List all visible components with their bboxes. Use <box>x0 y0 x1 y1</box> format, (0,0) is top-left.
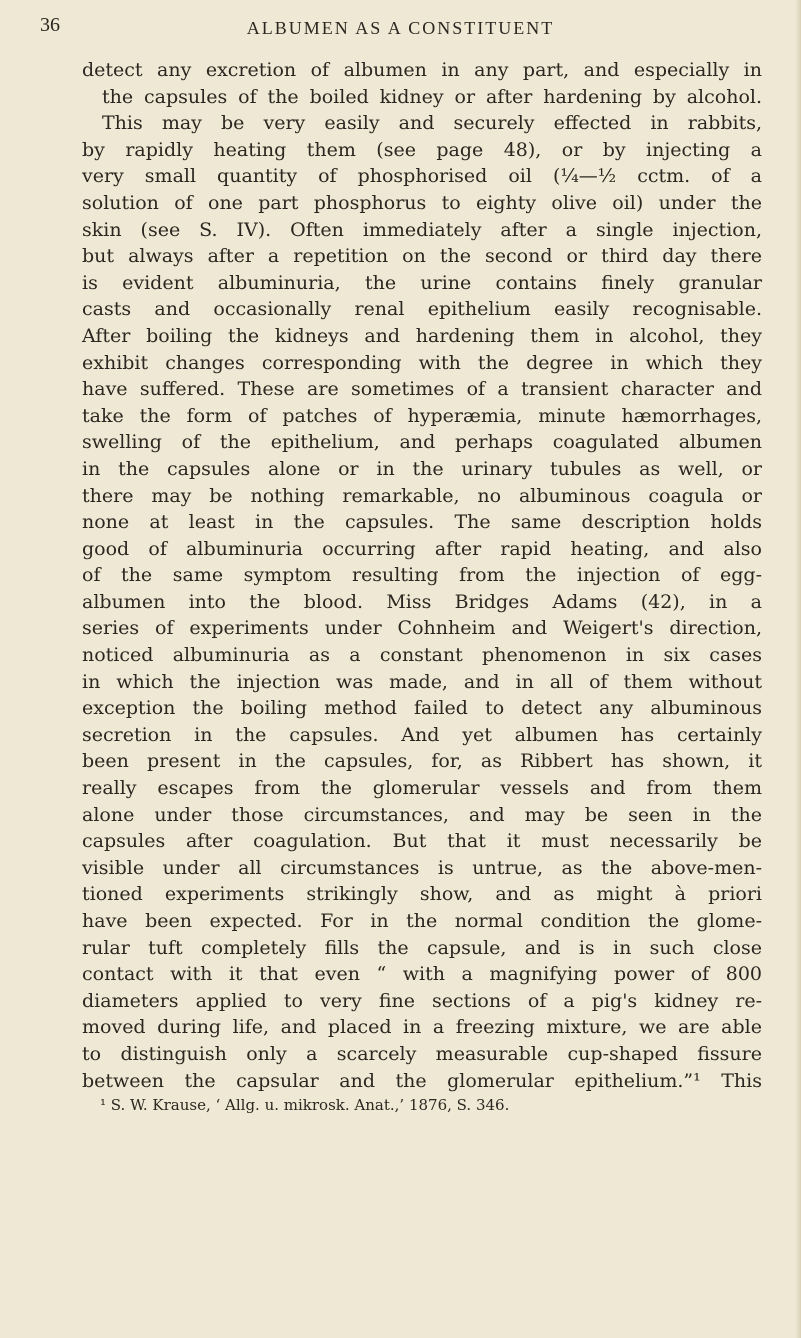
text-line: been present in the capsules, for, as Ribbert has shown, it <box>82 750 762 773</box>
running-title: ALBUMEN AS A CONSTITUENT <box>246 18 555 38</box>
text-line: alone under those circumstances, and may be seen in the <box>82 803 762 826</box>
text-line: have been expected. For in the normal condition the glome- <box>82 910 762 932</box>
text-line: rular tuft completely fills the capsule, and is in such close <box>82 936 762 959</box>
text-line: noticed albuminuria as a constant phenomenon in six cases <box>82 644 762 667</box>
text-line: in the capsules alone or in the urinary tubules as well, or <box>82 457 762 480</box>
text-line: exhibit changes corresponding with the degree in which they <box>82 351 762 374</box>
text-line: solution of one part phosphorus to eighty olive oil) under the <box>82 191 762 214</box>
text-line: tioned experiments strikingly show, and as might à priori <box>82 883 762 906</box>
text-line: good of albuminuria occurring after rapid heating, and also <box>82 537 762 560</box>
text-line: to distinguish only a scarcely measurable cup-shaped fissure <box>82 1042 762 1065</box>
text-line: moved during life, and placed in a freezing mixture, we are able <box>82 1016 762 1039</box>
text-line: contact with it that even “ with a magnifying power of 800 <box>82 963 762 986</box>
text-line: series of experiments under Cohnheim and Weigert's direction, <box>82 617 762 640</box>
text-line: This may be very easily and securely effected in rabbits, <box>102 112 762 135</box>
text-line: very small quantity of phosphorised oil (¼—½ cctm. of a <box>82 165 762 188</box>
text-line: secretion in the capsules. And yet albumen has certainly <box>82 723 762 746</box>
text-line: casts and occasionally renal epithelium easily recognisable. <box>82 298 762 321</box>
text-line: really escapes from the glomerular vessels and from them <box>82 777 762 800</box>
body-text <box>82 57 762 1094</box>
text-line: capsules after coagulation. But that it must necessarily be <box>82 830 762 853</box>
text-line: none at least in the capsules. The same description holds <box>82 511 762 534</box>
text-line: albumen into the blood. Miss Bridges Adams (42), in a <box>82 590 762 613</box>
text-line: exception the boiling method failed to detect any albuminous <box>82 697 762 720</box>
page-number: 36 <box>40 14 60 36</box>
page-edge-shadow <box>795 0 801 1338</box>
text-line: take the form of patches of hyperæmia, minute hæmorrhages, <box>82 404 762 427</box>
footnote: ¹ S. W. Krause, ‘ Allg. u. mikrosk. Anat.,’ 1876, S. 346. <box>100 1096 510 1114</box>
text-line: between the capsular and the glomerular epithelium.”¹ This <box>82 1069 762 1092</box>
text-line: After boiling the kidneys and hardening them in alcohol, they <box>82 324 762 347</box>
text-line: visible under all circumstances is untrue, as the above-men- <box>82 856 762 879</box>
text-line: skin (see S. IV). Often immediately after a single injection, <box>82 218 762 241</box>
text-line: but always after a repetition on the second or third day there <box>82 245 762 268</box>
text-line: diameters applied to very fine sections of a pig's kidney re- <box>82 989 762 1012</box>
text-line: of the same symptom resulting from the injection of egg- <box>82 564 762 587</box>
text-line: the capsules of the boiled kidney or after hardening by alcohol. <box>102 85 762 108</box>
text-line: there may be nothing remarkable, no albuminous coagula or <box>82 484 762 507</box>
text-line: swelling of the epithelium, and perhaps coagulated albumen <box>82 431 762 454</box>
text-line: in which the injection was made, and in all of them without <box>82 670 762 693</box>
text-line: is evident albuminuria, the urine contains finely granular <box>82 271 762 294</box>
text-line: have suffered. These are sometimes of a transient character and <box>82 378 762 401</box>
text-line: detect any excretion of albumen in any part, and especially in <box>82 59 762 81</box>
text-line: by rapidly heating them (see page 48), or by injecting a <box>82 138 762 161</box>
